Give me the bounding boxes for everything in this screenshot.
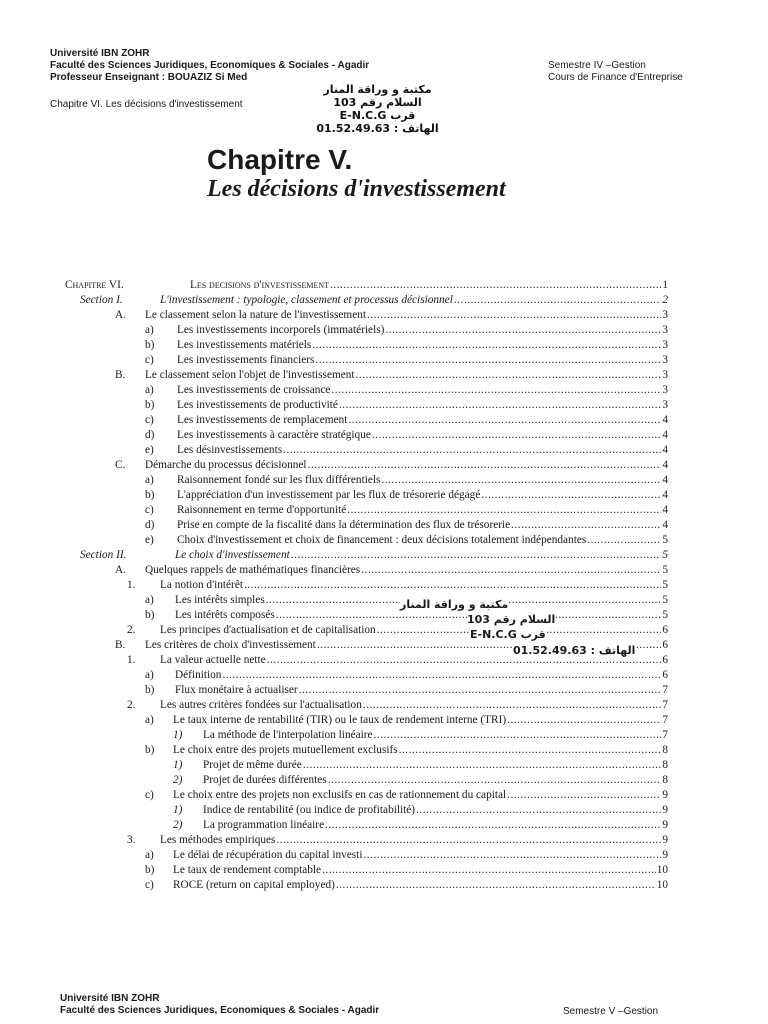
toc-entry xyxy=(145,427,668,442)
toc-entry-title: Le classement selon l'objet de l'investissement xyxy=(145,369,355,381)
toc-leader-dots xyxy=(315,353,661,367)
toc-entry xyxy=(145,502,668,517)
toc-entry xyxy=(145,517,668,532)
toc-entry-title: Les investissements matériels xyxy=(177,339,312,351)
toc-entry xyxy=(65,277,668,292)
toc-leader-dots xyxy=(481,488,661,502)
toc-entry-page: 2 xyxy=(662,294,668,306)
toc-leader-dots xyxy=(507,713,661,727)
toc-entry xyxy=(127,697,668,712)
toc-entry-title: Les principes d'actualisation et de capitalisation xyxy=(160,624,376,636)
toc-leader-dots xyxy=(416,803,661,817)
toc-entry-number: Section I. xyxy=(80,294,123,306)
toc-entry xyxy=(145,862,668,877)
toc-entry-page: 5 xyxy=(662,549,668,561)
toc-entry-title: Les investissements de remplacement xyxy=(177,414,348,426)
toc-entry-title: Quelques rappels de mathématiques financières xyxy=(145,564,361,576)
toc-entry-number: c) xyxy=(145,879,154,891)
toc-entry-title: Flux monétaire à actualiser xyxy=(175,684,298,696)
toc-entry xyxy=(115,457,668,472)
toc-entry-title: Les investissements de productivité xyxy=(177,399,338,411)
professor-name: Professeur Enseignant : BOUAZIZ Si Med xyxy=(50,72,248,83)
toc-entry-page: 4 xyxy=(662,444,668,456)
toc-entry-number: b) xyxy=(145,489,155,501)
toc-entry-page: 4 xyxy=(662,489,668,501)
toc-entry-number: a) xyxy=(145,849,154,861)
toc-leader-dots xyxy=(507,788,661,802)
toc-entry-number: 1) xyxy=(173,729,183,741)
toc-entry-title: Les decisions d'investissement xyxy=(190,279,330,291)
toc-entry-page: 9 xyxy=(662,834,668,846)
toc-entry-number: 2) xyxy=(173,819,183,831)
toc-entry-page: 3 xyxy=(662,399,668,411)
toc-entry xyxy=(80,547,668,562)
toc-entry-number: 2. xyxy=(127,624,136,636)
toc-entry-number: b) xyxy=(145,744,155,756)
toc-leader-dots xyxy=(331,383,661,397)
toc-entry-page: 9 xyxy=(662,789,668,801)
toc-leader-dots xyxy=(330,278,661,292)
toc-entry-number: a) xyxy=(145,384,154,396)
library-stamp xyxy=(300,83,455,135)
toc-entry-page: 6 xyxy=(662,639,668,651)
toc-entry-title: Indice de rentabilité (ou indice de profitabilité) xyxy=(203,804,416,816)
toc-entry xyxy=(145,847,668,862)
toc-leader-dots xyxy=(356,368,662,382)
toc-entry-page: 3 xyxy=(662,384,668,396)
toc-entry-number: A. xyxy=(115,309,126,321)
toc-entry-number: a) xyxy=(145,669,154,681)
toc-leader-dots xyxy=(283,443,661,457)
chapter-subtitle: Les décisions d'investissement xyxy=(207,176,506,202)
toc-entry-number: C. xyxy=(115,459,126,471)
toc-entry-page: 4 xyxy=(662,519,668,531)
toc-entry-number: e) xyxy=(145,534,154,546)
toc-entry-number: 1) xyxy=(173,804,183,816)
toc-entry-title: Le taux de rendement comptable xyxy=(173,864,322,876)
toc-entry xyxy=(145,532,668,547)
toc-entry xyxy=(145,787,668,802)
toc-entry-number: c) xyxy=(145,504,154,516)
toc-entry-number: c) xyxy=(145,789,154,801)
toc-entry-page: 6 xyxy=(662,624,668,636)
toc-entry-title: La valeur actuelle nette xyxy=(160,654,266,666)
toc-entry-number: B. xyxy=(115,369,126,381)
toc-entry-page: 8 xyxy=(662,774,668,786)
toc-entry-title: Choix d'investissement et choix de financement : deux décisions totalement indépendantes xyxy=(177,534,587,546)
toc-leader-dots xyxy=(339,398,661,412)
university-name: Université IBN ZOHR xyxy=(50,48,150,59)
toc-entry-page: 9 xyxy=(662,819,668,831)
toc-entry-title: Raisonnement en terme d'opportunité xyxy=(177,504,347,516)
stamp-line: السلام رقم 103 xyxy=(333,96,422,109)
toc-entry xyxy=(127,622,668,637)
toc-entry-page: 3 xyxy=(662,309,668,321)
toc-entry xyxy=(145,667,668,682)
toc-leader-dots xyxy=(374,728,662,742)
toc-entry-page: 3 xyxy=(662,324,668,336)
toc-entry xyxy=(145,337,668,352)
toc-entry-number: c) xyxy=(145,414,154,426)
toc-leader-dots xyxy=(276,833,661,847)
stamp-line: مكتبة و وراقة المنار xyxy=(323,83,432,96)
toc-leader-dots xyxy=(299,683,662,697)
toc-entry-number: 2. xyxy=(127,699,136,711)
inline-stamp-line: E-N.C.G قرب xyxy=(470,628,546,641)
toc-entry-title: Définition xyxy=(175,669,222,681)
chapter-label: Chapitre VI. Les décisions d'investissement xyxy=(50,99,243,110)
toc-entry-number: b) xyxy=(145,339,155,351)
toc-entry-page: 4 xyxy=(662,429,668,441)
toc-entry xyxy=(115,367,668,382)
toc-entry-title: Les investissements financiers xyxy=(177,354,315,366)
toc-entry-page: 7 xyxy=(662,699,668,711)
toc-entry-number: b) xyxy=(145,399,155,411)
header-left xyxy=(50,48,369,84)
toc-leader-dots xyxy=(363,698,661,712)
toc-entry-page: 7 xyxy=(662,714,668,726)
toc-entry xyxy=(145,712,668,727)
toc-entry-title: Le choix entre des projets mutuellement exclusifs xyxy=(173,744,398,756)
toc-entry-page: 8 xyxy=(662,744,668,756)
toc-entry-page: 9 xyxy=(662,804,668,816)
course-name: Cours de Finance d'Entreprise xyxy=(548,72,683,83)
toc-entry xyxy=(145,322,668,337)
toc-leader-dots xyxy=(328,773,662,787)
toc-leader-dots xyxy=(222,668,661,682)
toc-entry-title: Démarche du processus décisionnel xyxy=(145,459,307,471)
toc-entry-number: A. xyxy=(115,564,126,576)
toc-leader-dots xyxy=(363,848,661,862)
header-right xyxy=(548,60,683,84)
toc-entry-title: Les investissements de croissance xyxy=(177,384,331,396)
toc-entry-title: La programmation linéaire xyxy=(203,819,325,831)
toc-entry-page: 5 xyxy=(662,534,668,546)
toc-entry-number: a) xyxy=(145,324,154,336)
toc-entry xyxy=(173,772,668,787)
toc-entry-title: La méthode de l'interpolation linéaire xyxy=(203,729,373,741)
toc-entry-title: Le choix entre des projets non exclusifs en cas de rationnement du capital xyxy=(173,789,507,801)
toc-entry-page: 5 xyxy=(662,579,668,591)
toc-entry-page: 7 xyxy=(662,729,668,741)
toc-entry-title: Les autres critères fondées sur l'actualisation xyxy=(160,699,362,711)
toc-entry-page: 7 xyxy=(662,684,668,696)
toc-leader-dots xyxy=(361,563,661,577)
toc-leader-dots xyxy=(325,818,661,832)
toc-entry xyxy=(145,487,668,502)
toc-entry-title: Les investissements incorporels (immatériels) xyxy=(177,324,385,336)
toc-entry-page: 1 xyxy=(662,279,668,291)
inline-stamp-line: السلام رقم 103 xyxy=(467,613,556,626)
toc-entry-page: 8 xyxy=(662,759,668,771)
toc-entry-page: 3 xyxy=(662,369,668,381)
toc-entry xyxy=(145,382,668,397)
toc-entry-number: d) xyxy=(145,429,155,441)
toc-entry-page: 5 xyxy=(662,594,668,606)
toc-entry-number: 2) xyxy=(173,774,183,786)
toc-entry-number: a) xyxy=(145,474,154,486)
toc-entry-page: 4 xyxy=(662,504,668,516)
toc-entry-title: Les critères de choix d'investissement xyxy=(145,639,316,651)
toc-entry-number: Chapitre VI. xyxy=(65,279,124,291)
toc-entry-page: 6 xyxy=(662,654,668,666)
toc-entry-page: 10 xyxy=(656,864,668,876)
toc-entry-number: a) xyxy=(145,714,154,726)
toc-entry-title: Raisonnement fondé sur les flux différentiels xyxy=(177,474,381,486)
toc-entry-number: b) xyxy=(145,864,155,876)
toc-entry-title: La notion d'intérêt xyxy=(160,579,243,591)
toc-entry xyxy=(145,397,668,412)
toc-entry xyxy=(173,817,668,832)
toc-entry xyxy=(115,307,668,322)
toc-leader-dots xyxy=(347,503,661,517)
toc-entry-title: Les désinvestissements xyxy=(177,444,283,456)
toc-entry-number: B. xyxy=(115,639,126,651)
toc-entry-number: 1) xyxy=(173,759,183,771)
toc-entry-title: Projet de durées différentes xyxy=(203,774,327,786)
toc-entry-number: a) xyxy=(145,594,154,606)
toc-entry-page: 10 xyxy=(656,879,668,891)
toc-entry xyxy=(127,577,668,592)
toc-entry-title: Les investissements à caractère stratégique xyxy=(177,429,371,441)
toc-leader-dots xyxy=(348,413,661,427)
footer-semester: Semestre V –Gestion xyxy=(563,1006,659,1017)
toc-entry-page: 5 xyxy=(662,564,668,576)
toc-entry xyxy=(145,412,668,427)
toc-entry-page: 3 xyxy=(662,354,668,366)
chapter-title: Chapitre V. xyxy=(207,144,353,175)
toc-entry xyxy=(173,757,668,772)
toc-entry-number: d) xyxy=(145,519,155,531)
toc-leader-dots xyxy=(511,518,661,532)
inline-stamp-line: مكتبة و وراقة المنار xyxy=(400,598,509,611)
toc-entry xyxy=(145,352,668,367)
toc-entry-title: Le classement selon la nature de l'investissement xyxy=(145,309,367,321)
toc-entry xyxy=(145,877,668,892)
faculty-name: Faculté des Sciences Juridiques, Economiques & Sociales - Agadir xyxy=(50,60,370,71)
toc-leader-dots xyxy=(322,863,656,877)
toc-leader-dots xyxy=(308,458,662,472)
toc-leader-dots xyxy=(399,743,662,757)
footer-left xyxy=(60,993,379,1017)
toc-entry xyxy=(145,442,668,457)
toc-entry-title: Les intérêts simples xyxy=(175,594,265,606)
toc-entry-title: Projet de même durée xyxy=(203,759,302,771)
toc-leader-dots xyxy=(381,473,661,487)
toc-leader-dots xyxy=(312,338,661,352)
toc-entry-number: b) xyxy=(145,609,155,621)
toc-entry xyxy=(127,832,668,847)
semester: Semestre IV –Gestion xyxy=(548,60,646,71)
toc-leader-dots xyxy=(385,323,661,337)
stamp-line: E-N.C.G قرب xyxy=(339,109,416,122)
stamp-line: الهاتف : 01.52.49.63 xyxy=(316,122,439,135)
toc-leader-dots xyxy=(587,533,661,547)
toc-leader-dots xyxy=(336,878,656,892)
toc-entry-number: 3. xyxy=(127,834,136,846)
toc-leader-dots xyxy=(372,428,661,442)
toc-leader-dots xyxy=(454,293,662,307)
toc-entry-title: L'investissement : typologie, classement et processus décisionnel xyxy=(160,294,453,306)
toc-leader-dots xyxy=(367,308,661,322)
toc-entry-title: ROCE (return on capital employed) xyxy=(173,879,335,891)
inline-stamp-line: الهاتف : 01.52.49.63 xyxy=(513,644,636,657)
toc-entry-number: Section II. xyxy=(80,549,127,561)
toc-entry-title: Les intérêts composés xyxy=(175,609,275,621)
toc-entry-page: 4 xyxy=(662,459,668,471)
toc-entry-page: 6 xyxy=(662,669,668,681)
toc-entry-number: b) xyxy=(145,684,155,696)
toc-entry-number: 1. xyxy=(127,654,136,666)
toc-leader-dots xyxy=(303,758,662,772)
toc-leader-dots xyxy=(244,578,661,592)
toc-leader-dots xyxy=(291,548,662,562)
toc-entry-title: L'appréciation d'un investissement par les flux de trésorerie dégagé xyxy=(177,489,481,501)
toc-entry-number: 1. xyxy=(127,579,136,591)
toc-entry-page: 3 xyxy=(662,339,668,351)
toc-entry-page: 4 xyxy=(662,474,668,486)
toc-entry xyxy=(80,292,668,307)
toc-entry-page: 5 xyxy=(662,609,668,621)
toc-entry-page: 9 xyxy=(662,849,668,861)
toc-entry xyxy=(145,682,668,697)
toc-entry xyxy=(145,742,668,757)
toc-entry-page: 4 xyxy=(662,414,668,426)
toc-entry xyxy=(145,472,668,487)
toc-entry-title: Prise en compte de la fiscalité dans la détermination des flux de trésorerie xyxy=(177,519,511,531)
toc-entry xyxy=(173,802,668,817)
footer-university: Université IBN ZOHR xyxy=(60,993,160,1004)
toc-entry-number: e) xyxy=(145,444,154,456)
toc-entry-title: Le délai de récupération du capital investi xyxy=(173,849,363,861)
toc-entry-title: Les méthodes empiriques xyxy=(160,834,276,846)
toc-entry xyxy=(115,562,668,577)
toc-entry-number: c) xyxy=(145,354,154,366)
toc-entry-title: Le taux interne de rentabilité (TIR) ou le taux de rendement interne (TRI) xyxy=(173,714,507,726)
toc-entry-title: Le choix d'investissement xyxy=(175,549,290,561)
footer-faculty: Faculté des Sciences Juridiques, Economiques & Sociales - Agadir xyxy=(60,1005,380,1016)
toc-entry xyxy=(173,727,668,742)
